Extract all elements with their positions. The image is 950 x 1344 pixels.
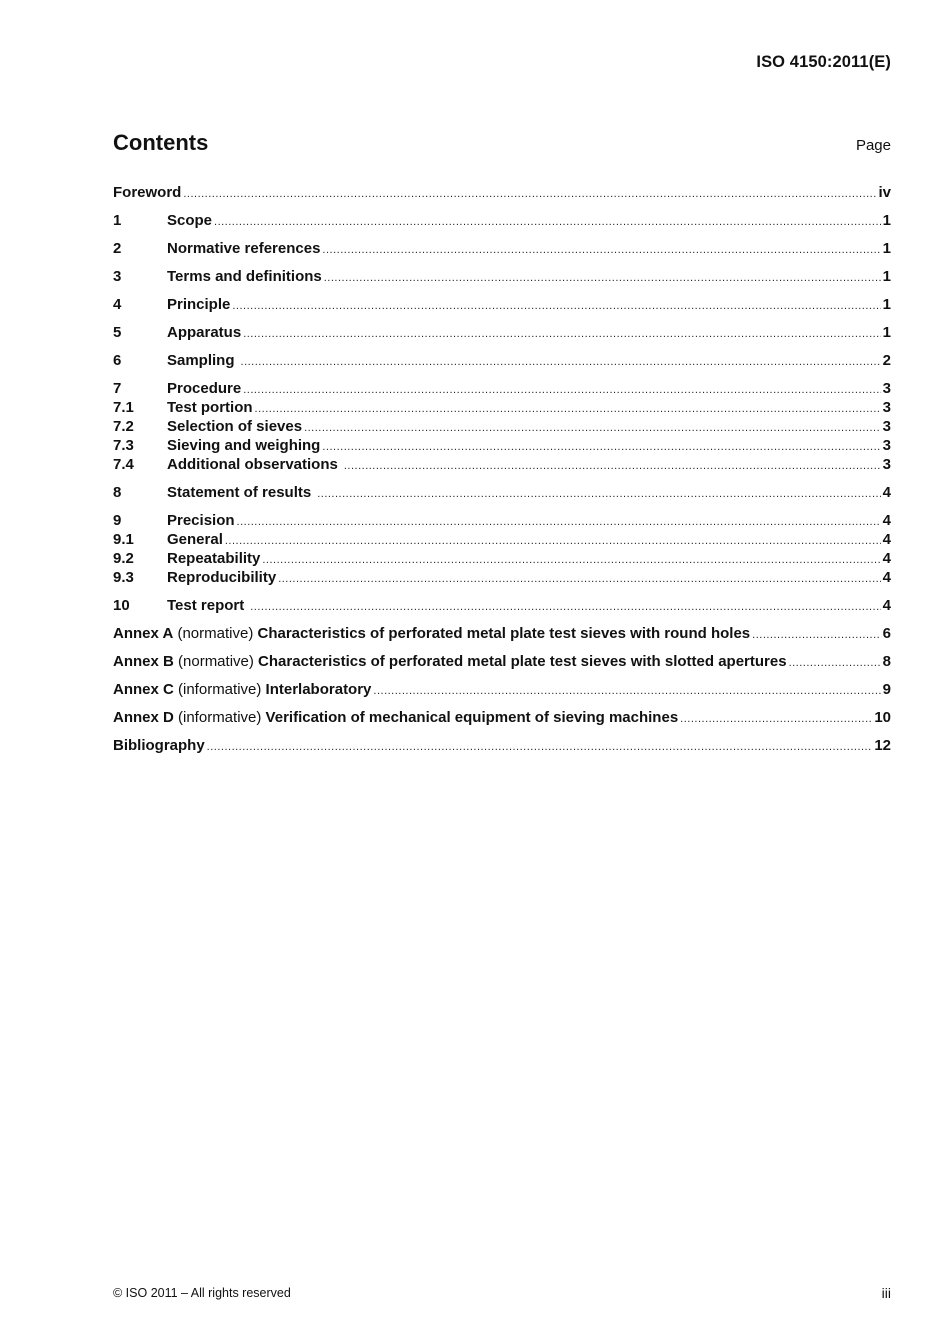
toc-entry-page: 2	[882, 352, 891, 369]
toc-entry-page: 8	[882, 653, 891, 670]
toc-leader-dots	[183, 187, 876, 202]
toc-annex-label: Annex B	[113, 653, 174, 670]
toc-entry-title: Interlaboratory	[265, 681, 372, 698]
toc-entry-page: 4	[882, 550, 891, 567]
toc-leader-dots	[324, 271, 881, 286]
toc-entry-title: Verification of mechanical equipment of sieving machines	[265, 709, 679, 726]
toc-entry-annex-d[interactable]	[113, 708, 891, 727]
toc-entry-foreword[interactable]	[113, 183, 891, 202]
toc-entry-sampling[interactable]	[113, 351, 891, 370]
toc-leader-dots	[225, 534, 881, 549]
toc-entry-number: 2	[113, 240, 122, 257]
toc-entry-page: 1	[882, 324, 891, 341]
toc-entry-apparatus[interactable]	[113, 323, 891, 342]
toc-entry-page: 3	[882, 418, 891, 435]
toc-entry-number: 7.2	[113, 418, 134, 435]
toc-entry-reproducibility[interactable]	[113, 568, 891, 587]
toc-leader-dots	[207, 740, 873, 755]
toc-entry-page: 4	[882, 531, 891, 548]
toc-entry-page: 12	[874, 737, 891, 754]
toc-entry-repeatability[interactable]	[113, 549, 891, 568]
toc-entry-number: 9	[113, 512, 122, 529]
toc-annex-label: Annex C	[113, 681, 174, 698]
toc-leader-dots	[232, 299, 880, 314]
toc-entry-terms-and-definitions[interactable]	[113, 267, 891, 286]
toc-entry-number: 7.3	[113, 437, 134, 454]
toc-entry-principle[interactable]	[113, 295, 891, 314]
toc-entry-additional-observations[interactable]	[113, 455, 891, 474]
toc-entry-annex-c[interactable]	[113, 680, 891, 699]
toc-entry-page: 4	[882, 512, 891, 529]
toc-leader-dots	[243, 327, 880, 342]
toc-entry-number: 7.4	[113, 456, 134, 473]
toc-entry-title: Selection of sieves	[167, 418, 303, 435]
toc-entry-page: 3	[882, 380, 891, 397]
toc-leader-dots	[262, 553, 880, 568]
toc-entry-title: Test portion	[167, 399, 253, 416]
toc-entry-number: 6	[113, 352, 122, 369]
toc-entry-page: 1	[882, 212, 891, 229]
toc-entry-title: Procedure	[167, 380, 242, 397]
footer-page-number: iii	[881, 1285, 891, 1301]
toc-entry-number: 9.3	[113, 569, 134, 586]
toc-entry-title: Additional observations	[167, 456, 338, 473]
toc-leader-dots	[255, 402, 881, 417]
toc-entry-page: 4	[882, 597, 891, 614]
toc-entry-page: 3	[882, 399, 891, 416]
toc-entry-annex-a[interactable]	[113, 624, 891, 643]
toc-entry-page: 3	[882, 437, 891, 454]
toc-entry-title: Precision	[167, 512, 235, 529]
toc-entry-page: 1	[882, 296, 891, 313]
toc-entry-title: Sampling	[167, 352, 235, 369]
toc-entry-title: Normative references	[167, 240, 321, 257]
toc-entry-page: 4	[882, 569, 891, 586]
toc-entry-normative-references[interactable]	[113, 239, 891, 258]
toc-leader-dots	[322, 243, 880, 258]
toc-entry-number: 9.1	[113, 531, 134, 548]
document-id-header: ISO 4150:2011(E)	[756, 53, 891, 71]
toc-entry-general[interactable]	[113, 530, 891, 549]
toc-entry-sieving-and-weighing[interactable]	[113, 436, 891, 455]
toc-leader-dots	[250, 600, 880, 615]
toc-entry-annex-b[interactable]	[113, 652, 891, 671]
toc-entry-title: Test report	[167, 597, 245, 614]
toc-entry-page: iv	[878, 184, 891, 201]
toc-entry-precision[interactable]	[113, 511, 891, 530]
toc-entry-statement-of-results[interactable]	[113, 483, 891, 502]
toc-entry-number: 3	[113, 268, 122, 285]
toc-leader-dots	[322, 440, 880, 455]
toc-entry-title: Bibliography	[113, 737, 205, 754]
toc-entry-number: 7	[113, 380, 122, 397]
toc-entry-page: 1	[882, 240, 891, 257]
toc-leader-dots	[317, 487, 880, 502]
toc-entry-procedure[interactable]	[113, 379, 891, 398]
toc-leader-dots	[344, 459, 881, 474]
toc-entry-selection-of-sieves[interactable]	[113, 417, 891, 436]
toc-entry-page: 4	[882, 484, 891, 501]
toc-entry-page: 9	[882, 681, 891, 698]
toc-annex-type: (informative)	[178, 709, 262, 726]
toc-leader-dots	[243, 383, 880, 398]
toc-annex-type: (normative)	[177, 625, 254, 642]
toc-entry-title: Foreword	[113, 184, 182, 201]
toc-entry-number: 7.1	[113, 399, 134, 416]
toc-entry-page: 6	[882, 625, 891, 642]
toc-leader-dots	[214, 215, 881, 230]
toc-entry-title: Terms and definitions	[167, 268, 322, 285]
toc-entry-scope[interactable]	[113, 211, 891, 230]
toc-annex-label: Annex D	[113, 709, 174, 726]
toc-entry-title: Statement of results	[167, 484, 312, 501]
toc-leader-dots	[278, 572, 880, 587]
toc-leader-dots	[373, 684, 880, 699]
toc-entry-test-report[interactable]	[113, 596, 891, 615]
toc-entry-page: 3	[882, 456, 891, 473]
toc-entry-page: 1	[882, 268, 891, 285]
table-of-contents	[113, 183, 891, 755]
toc-leader-dots	[752, 628, 881, 643]
toc-entry-title: Reproducibility	[167, 569, 277, 586]
toc-leader-dots	[304, 421, 881, 436]
footer-copyright: © ISO 2011 – All rights reserved	[113, 1286, 291, 1300]
toc-entry-title: Scope	[167, 212, 213, 229]
toc-entry-number: 5	[113, 324, 122, 341]
toc-leader-dots	[789, 656, 881, 671]
toc-entry-title: Repeatability	[167, 550, 261, 567]
toc-leader-dots	[241, 355, 881, 370]
toc-entry-title: Characteristics of perforated metal plate test sieves with slotted apertures	[258, 653, 787, 670]
toc-entry-title: Apparatus	[167, 324, 242, 341]
toc-entry-number: 1	[113, 212, 122, 229]
toc-leader-dots	[237, 515, 881, 530]
toc-annex-label: Annex A	[113, 625, 174, 642]
contents-title: Contents	[113, 130, 209, 155]
toc-entry-page: 10	[874, 709, 891, 726]
toc-leader-dots	[680, 712, 872, 727]
toc-entry-title: Characteristics of perforated metal plate test sieves with round holes	[257, 625, 751, 642]
toc-entry-title: Principle	[167, 296, 231, 313]
toc-annex-type: (normative)	[178, 653, 254, 670]
toc-entry-title: Sieving and weighing	[167, 437, 321, 454]
toc-entry-number: 10	[113, 597, 130, 614]
page-column-label: Page	[855, 137, 891, 154]
toc-entry-test-portion[interactable]	[113, 398, 891, 417]
toc-entry-title: General	[167, 531, 223, 548]
toc-entry-number: 8	[113, 484, 122, 501]
toc-entry-bibliography[interactable]	[113, 736, 891, 755]
toc-entry-number: 9.2	[113, 550, 134, 567]
toc-entry-number: 4	[113, 296, 122, 313]
toc-annex-type: (informative)	[178, 681, 262, 698]
